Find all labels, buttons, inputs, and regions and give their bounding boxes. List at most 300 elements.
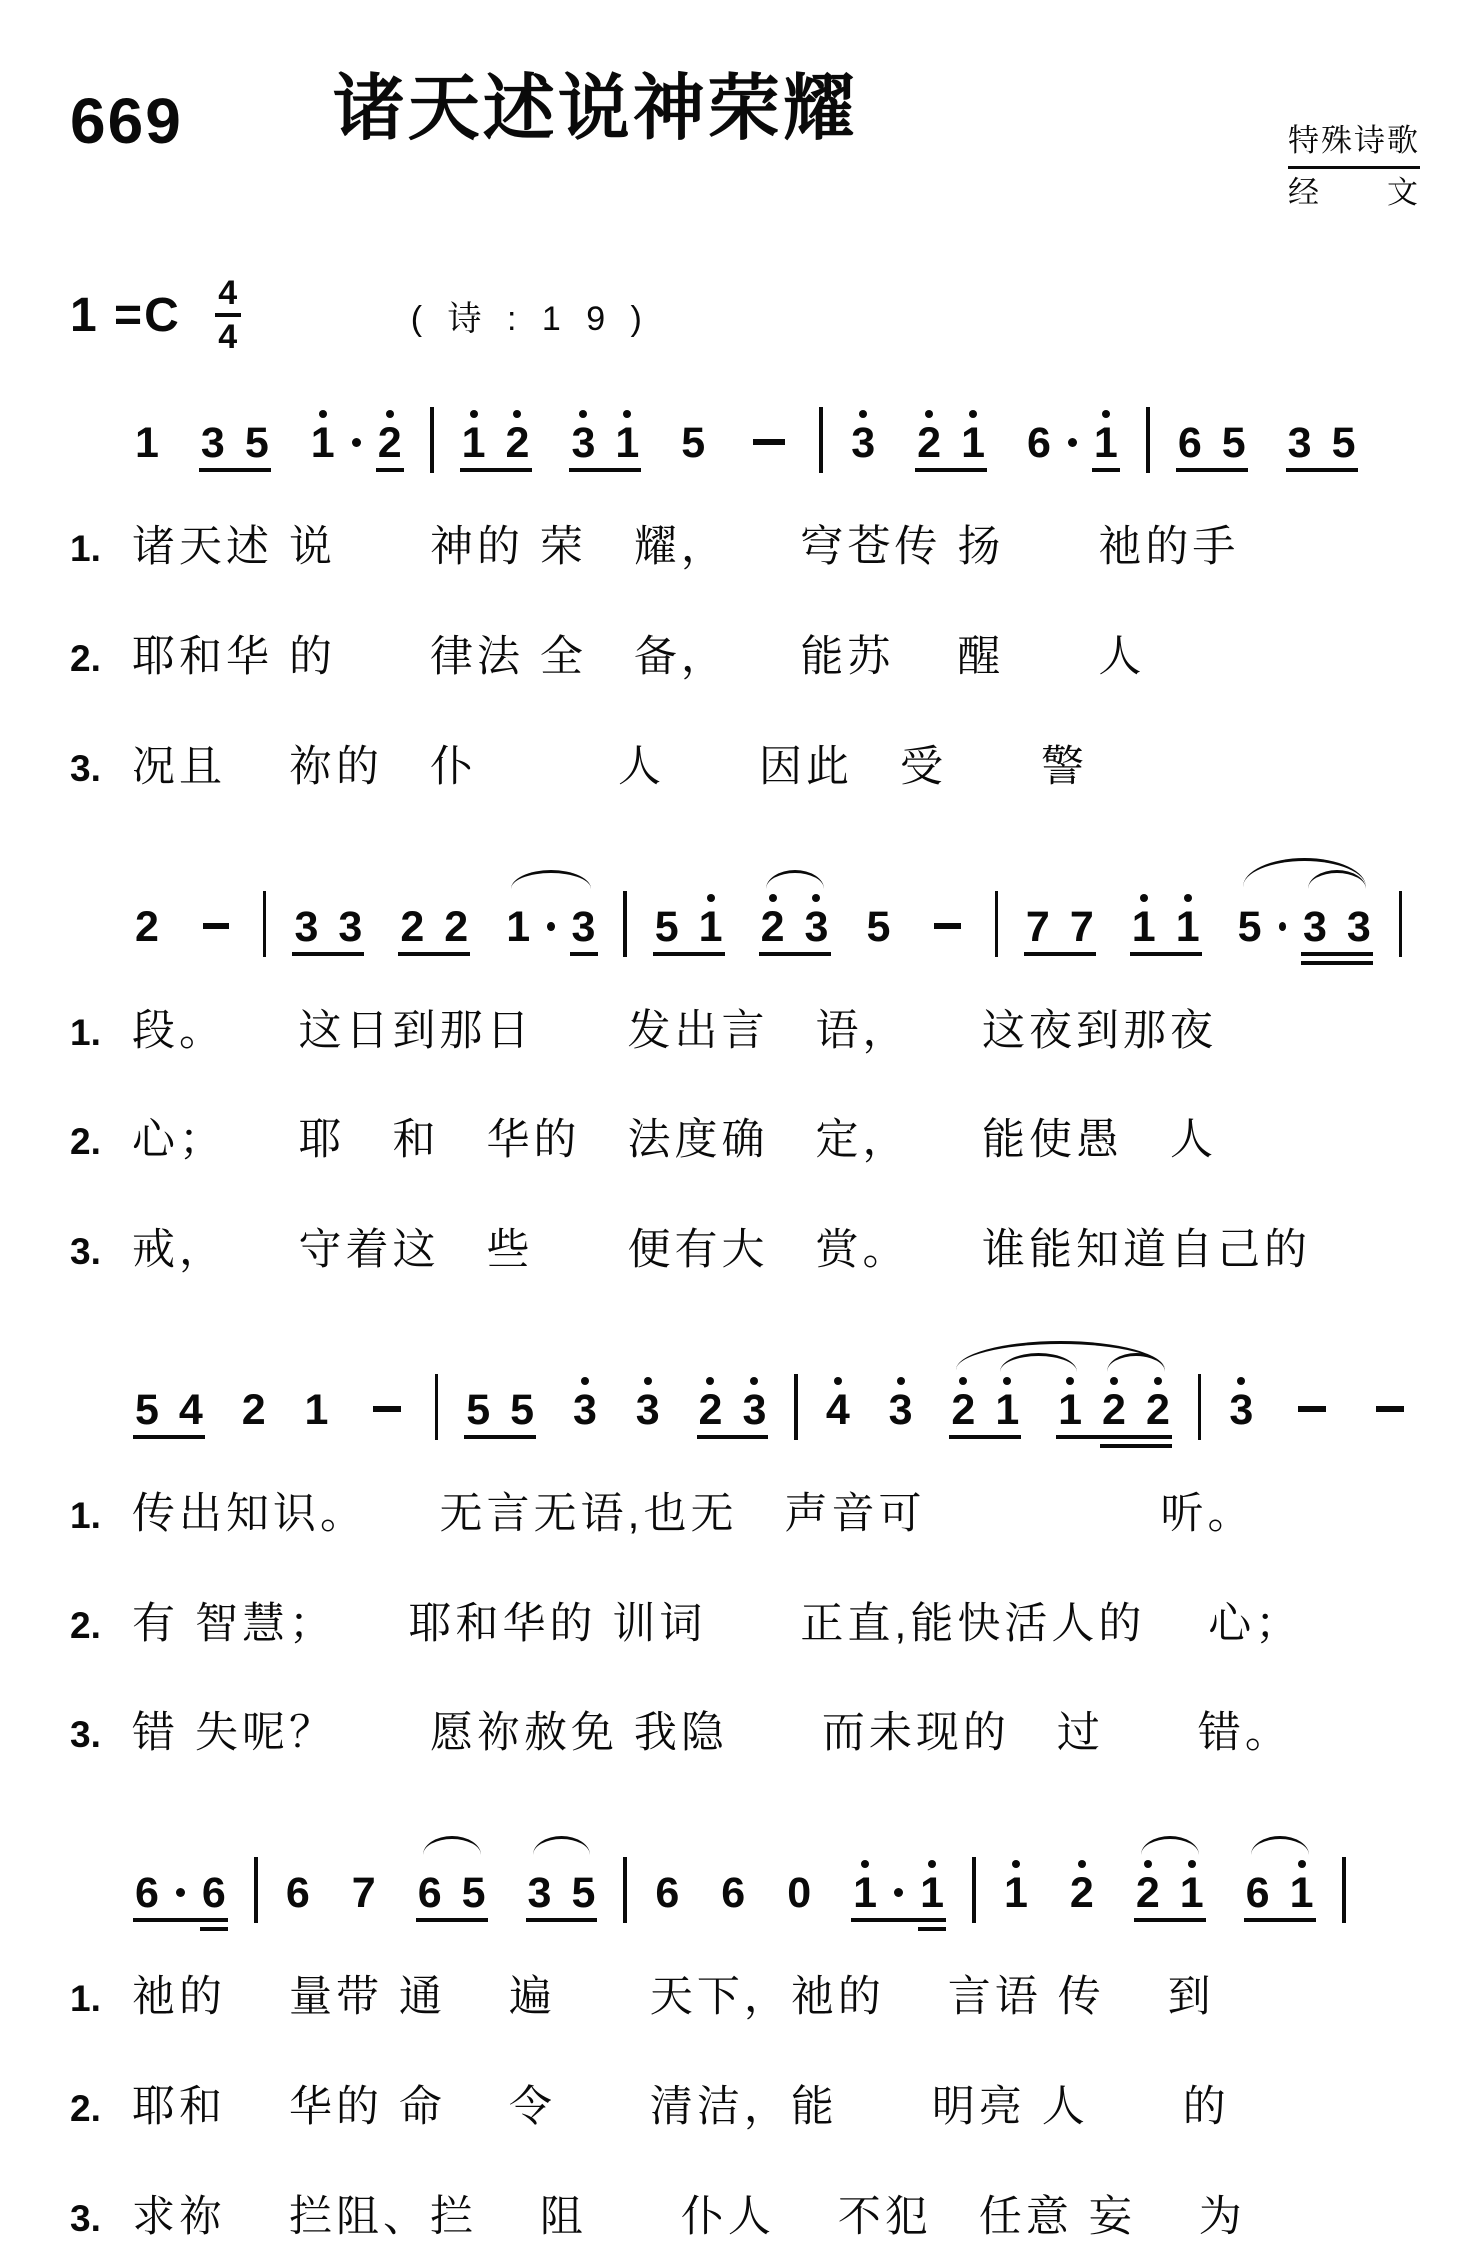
- note: [1287, 410, 1312, 468]
- note: [135, 1377, 159, 1432]
- note-digit: 6: [135, 1869, 159, 1918]
- note-digit: 7: [1025, 902, 1050, 951]
- note: [135, 894, 159, 949]
- verse-number: 1.: [70, 1978, 101, 2020]
- note-digit: 1: [698, 902, 723, 951]
- beam-line: [759, 952, 831, 956]
- slur-arc: [766, 870, 824, 889]
- note-digit: 3: [527, 1869, 552, 1918]
- lyric-text: 求祢 拦阻、拦 阻 仆人 不犯 任意 妄 为: [132, 2192, 1246, 2241]
- note: [889, 1377, 913, 1432]
- note-digit: 1: [135, 419, 159, 468]
- augmentation-dot: [1279, 922, 1286, 931]
- beam-line: [398, 952, 470, 956]
- note-digit: 6: [655, 1869, 680, 1918]
- note-digit: 1: [1093, 419, 1118, 468]
- verse-number: 2.: [70, 1121, 101, 1163]
- music-line: [125, 367, 1420, 495]
- octave-dot: [1144, 1860, 1152, 1868]
- octave-dot: [386, 410, 394, 418]
- note-digit: 2: [135, 902, 159, 951]
- note: [179, 1377, 203, 1432]
- slur-arc: [511, 870, 591, 889]
- duration-dash: [203, 923, 229, 929]
- note-digit: 2: [444, 902, 469, 951]
- octave-dot: [513, 410, 521, 418]
- beam-line: [376, 468, 404, 472]
- barline: [1399, 891, 1402, 957]
- note-digit: 4: [825, 1385, 850, 1434]
- note-digit: 3: [571, 419, 596, 468]
- note: [1026, 410, 1051, 468]
- note-digit: 5: [654, 902, 679, 951]
- lyric-text: 错 失呢？ 愿祢赦免 我隐 而未现的 过 错。: [132, 1709, 1292, 1758]
- lyric-row: [70, 1598, 1420, 1652]
- note: [761, 894, 785, 949]
- note: [742, 1377, 766, 1432]
- note-digit: 1: [615, 419, 640, 468]
- duration-dash: [934, 923, 960, 929]
- note: [1146, 1377, 1170, 1432]
- note: [242, 1377, 266, 1432]
- time-signature-numerator: 4: [218, 274, 238, 313]
- note: [826, 1377, 850, 1432]
- note-digit: 5: [244, 419, 269, 468]
- page-title: 诸天述说神荣耀: [332, 69, 858, 149]
- note: [400, 894, 424, 949]
- note-digit: 3: [1346, 902, 1371, 951]
- note: [377, 410, 402, 468]
- note-digit: 3: [742, 1385, 767, 1434]
- octave-dot: [1188, 1860, 1196, 1868]
- verse-number: 2.: [70, 638, 101, 680]
- note-digit: 2: [760, 902, 785, 951]
- scripture-reference: ( 诗 : 1 9 ): [410, 299, 650, 338]
- augmentation-dot: [176, 1888, 185, 1897]
- note: [1132, 894, 1156, 949]
- note-digit: 1: [461, 419, 486, 468]
- note: [1069, 1860, 1094, 1918]
- note: [305, 1377, 329, 1432]
- note-digit: 2: [377, 419, 402, 468]
- slur-arc: [1251, 1836, 1309, 1855]
- note: [1026, 894, 1050, 949]
- beam-line: [1176, 468, 1248, 472]
- note: [1289, 1860, 1314, 1918]
- beam-line: [526, 1918, 597, 1922]
- verse-number: 3.: [70, 747, 101, 789]
- beam-line: [949, 1435, 1021, 1439]
- octave-dot: [769, 894, 777, 902]
- barline: [263, 891, 266, 957]
- augmentation-dot: [894, 1888, 903, 1897]
- note: [1003, 1860, 1028, 1918]
- note: [866, 894, 890, 949]
- lyric-row: [70, 1971, 1420, 2025]
- octave-dot: [1154, 1377, 1162, 1385]
- note: [615, 410, 640, 468]
- note: [294, 894, 318, 949]
- note: [1177, 410, 1202, 468]
- note-digit: 3: [804, 902, 829, 951]
- beam-line: [918, 1927, 946, 1931]
- note: [417, 1860, 442, 1918]
- note-digit: 1: [1179, 1869, 1204, 1918]
- note: [951, 1377, 975, 1432]
- verse-number: 1.: [70, 528, 101, 570]
- note: [1347, 894, 1371, 949]
- beam-line: [1134, 1918, 1206, 1922]
- time-signature-denominator: 4: [218, 318, 238, 357]
- octave-dot: [1298, 1860, 1306, 1868]
- note: [1238, 894, 1262, 949]
- slur-arc: [533, 1836, 590, 1855]
- verse-number: 3.: [70, 1231, 101, 1273]
- note-digit: 1: [1289, 1869, 1314, 1918]
- category-label-bottom: 经 文: [1288, 175, 1420, 211]
- note-digit: 1: [853, 1869, 878, 1918]
- note: [1245, 1860, 1270, 1918]
- octave-dot: [1184, 894, 1192, 902]
- note: [461, 1860, 486, 1918]
- lyric-text: 耶和 华的 命 令 清洁，能 明亮 人 的: [132, 2082, 1230, 2131]
- music-line: [125, 1817, 1420, 1945]
- music-line: [125, 851, 1420, 979]
- slur-arc: [423, 1836, 481, 1855]
- octave-dot: [834, 1377, 842, 1385]
- octave-dot: [959, 1377, 967, 1385]
- note: [1135, 1860, 1160, 1918]
- note-digit: 1: [506, 902, 531, 951]
- duration-dash: [373, 1406, 400, 1412]
- barline: [819, 407, 823, 473]
- note: [1102, 1377, 1126, 1432]
- octave-dot: [1237, 1377, 1245, 1385]
- note-digit: 2: [1102, 1385, 1126, 1434]
- note-digit: 6: [417, 1869, 442, 1918]
- beam-line: [1024, 952, 1096, 956]
- note-digit: 5: [571, 1869, 596, 1918]
- note: [244, 410, 269, 468]
- barline: [623, 1857, 627, 1923]
- barline: [1342, 1857, 1346, 1923]
- note-digit: 5: [461, 1869, 486, 1918]
- note-digit: 3: [1229, 1385, 1254, 1434]
- note: [571, 410, 596, 468]
- verse-number: 2.: [70, 1604, 101, 1646]
- octave-dot: [707, 894, 715, 902]
- note-digit: 7: [1069, 902, 1094, 951]
- note-digit: 3: [851, 419, 876, 468]
- key-signature: 1 =C: [70, 288, 181, 342]
- octave-dot: [859, 410, 867, 418]
- barline: [1146, 407, 1150, 473]
- note-digit: 5: [681, 419, 706, 468]
- note-digit: 6: [1177, 419, 1202, 468]
- octave-dot: [1102, 410, 1110, 418]
- octave-dot: [623, 410, 631, 418]
- note-digit: 1: [304, 1385, 329, 1434]
- beam-line: [133, 1918, 228, 1922]
- beam-line: [851, 1918, 946, 1922]
- octave-dot: [1078, 1860, 1086, 1868]
- note-digit: 3: [1287, 419, 1312, 468]
- octave-dot: [812, 894, 820, 902]
- lyric-text: 祂的 量带 通 遍 天下，祂的 言语 传 到: [132, 1973, 1215, 2022]
- duration-dash: [1376, 1406, 1403, 1412]
- note: [787, 1860, 812, 1918]
- beam-line: [570, 952, 598, 956]
- beam-line: [569, 468, 641, 472]
- lyric-text: 段。 这日到那日 发出言 语， 这夜到那夜: [132, 1006, 1217, 1055]
- beam-line: [915, 468, 987, 472]
- beam-line: [416, 1918, 488, 1922]
- note-digit: 6: [1245, 1869, 1270, 1918]
- barline: [1198, 1374, 1201, 1440]
- category-label: [1288, 122, 1420, 211]
- barline: [435, 1374, 438, 1440]
- octave-dot: [319, 410, 327, 418]
- note-digit: 2: [400, 902, 425, 951]
- note-digit: 2: [917, 419, 942, 468]
- note-digit: 2: [1135, 1869, 1160, 1918]
- lyric-row: [70, 631, 1420, 685]
- beam-line: [1092, 468, 1120, 472]
- note: [572, 894, 596, 949]
- note-digit: 6: [1026, 419, 1051, 468]
- note-digit: 7: [351, 1869, 376, 1918]
- beam-line: [1301, 961, 1373, 965]
- note-digit: 5: [1237, 902, 1262, 951]
- note: [573, 1377, 597, 1432]
- lyric-row: [70, 2081, 1420, 2135]
- note-digit: 1: [1131, 902, 1156, 951]
- note: [681, 410, 706, 468]
- note: [506, 894, 530, 949]
- hymn-number: 669: [70, 85, 183, 157]
- octave-dot: [1140, 894, 1148, 902]
- note: [917, 410, 942, 468]
- note-digit: 3: [572, 1385, 597, 1434]
- note-digit: 5: [135, 1385, 159, 1434]
- octave-dot: [928, 1860, 936, 1868]
- beam-line: [1100, 1444, 1172, 1448]
- category-label-top: 特殊诗歌: [1288, 122, 1420, 169]
- note: [1229, 1377, 1253, 1432]
- note-digit: 6: [201, 1869, 226, 1918]
- octave-dot: [706, 1377, 714, 1385]
- score: [70, 367, 1420, 2244]
- note: [805, 894, 829, 949]
- note: [527, 1860, 552, 1918]
- duration-dash: [753, 439, 785, 445]
- note-digit: 6: [285, 1869, 310, 1918]
- note-digit: 1: [995, 1385, 1020, 1434]
- octave-dot: [861, 1860, 869, 1868]
- note: [1303, 894, 1327, 949]
- note: [571, 1860, 596, 1918]
- note: [135, 1860, 159, 1918]
- note-digit: 2: [505, 419, 530, 468]
- note: [1093, 410, 1118, 468]
- beam-line: [1301, 952, 1373, 956]
- note-digit: 1: [1003, 1869, 1028, 1918]
- note: [699, 894, 723, 949]
- note: [1221, 410, 1246, 468]
- beam-line: [697, 1435, 768, 1439]
- note-digit: 3: [888, 1385, 913, 1434]
- lyric-row: [70, 1707, 1420, 1761]
- note: [461, 410, 486, 468]
- note: [444, 894, 468, 949]
- note-digit: 5: [1221, 419, 1246, 468]
- octave-dot: [925, 410, 933, 418]
- note: [1058, 1377, 1082, 1432]
- note-digit: 3: [200, 419, 225, 468]
- note-digit: 2: [1145, 1385, 1170, 1434]
- note-digit: 3: [571, 902, 596, 951]
- note: [135, 410, 159, 468]
- barline: [794, 1374, 797, 1440]
- note-digit: 1: [920, 1869, 944, 1918]
- verse-number: 1.: [70, 1011, 101, 1053]
- note-digit: 5: [866, 902, 891, 951]
- note-digit: 2: [241, 1385, 266, 1434]
- note: [655, 894, 679, 949]
- augmentation-dot: [352, 438, 361, 447]
- note-digit: 5: [510, 1385, 535, 1434]
- note: [636, 1377, 660, 1432]
- beam-line: [292, 952, 364, 956]
- octave-dot: [1066, 1377, 1074, 1385]
- note: [851, 410, 876, 468]
- lyric-row: [70, 1488, 1420, 1542]
- note: [1070, 894, 1094, 949]
- barline: [430, 407, 434, 473]
- note-digit: 5: [466, 1385, 491, 1434]
- note-digit: 1: [310, 419, 335, 468]
- note: [1176, 894, 1200, 949]
- lyric-row: [70, 521, 1420, 575]
- note-digit: 0: [787, 1869, 812, 1918]
- slur-arc: [1141, 1836, 1199, 1855]
- note-digit: 3: [294, 902, 319, 951]
- note: [1331, 410, 1356, 468]
- barline: [623, 891, 626, 957]
- time-signature: [215, 274, 241, 357]
- note: [200, 410, 225, 468]
- octave-dot: [969, 410, 977, 418]
- augmentation-dot: [1068, 438, 1077, 447]
- note: [1179, 1860, 1204, 1918]
- beam-line: [1286, 468, 1358, 472]
- octave-dot: [1110, 1377, 1118, 1385]
- octave-dot: [750, 1377, 758, 1385]
- note: [699, 1377, 723, 1432]
- lyric-row: [70, 741, 1420, 795]
- header: [70, 70, 1420, 211]
- note: [920, 1860, 944, 1918]
- note: [853, 1860, 878, 1918]
- note-digit: 5: [1331, 419, 1356, 468]
- lyric-text: 心； 耶 和 华的 法度确 定， 能使愚 人: [132, 1116, 1217, 1165]
- verse-number: 2.: [70, 2087, 101, 2129]
- note-digit: 6: [721, 1869, 746, 1918]
- lyric-row: [70, 1114, 1420, 1168]
- note: [721, 1860, 746, 1918]
- lyric-row: [70, 1224, 1420, 1278]
- beam-line: [1056, 1435, 1172, 1439]
- note-digit: 3: [1302, 902, 1327, 951]
- note: [351, 1860, 376, 1918]
- key-line: [70, 269, 1420, 361]
- note-digit: 1: [1175, 902, 1200, 951]
- octave-dot: [897, 1377, 905, 1385]
- lyric-row: [70, 1005, 1420, 1059]
- note-digit: 4: [178, 1385, 203, 1434]
- note-digit: 2: [698, 1385, 723, 1434]
- lyric-text: 况且 祢的 仆 人 因此 受 警: [132, 742, 1088, 791]
- lyric-text: 戒， 守着这 些 便有大 赏。 谁能知道自己的: [132, 1226, 1311, 1275]
- beam-line: [460, 468, 532, 472]
- beam-line: [1130, 952, 1202, 956]
- barline: [972, 1857, 976, 1923]
- music-line: [125, 1334, 1420, 1462]
- octave-dot: [1003, 1377, 1011, 1385]
- note: [285, 1860, 310, 1918]
- lyric-text: 耶和华 的 律法 全 备， 能苏 醒 人: [132, 633, 1146, 682]
- beam-line: [200, 1927, 228, 1931]
- lyric-text: 诸天述 说 神的 荣 耀， 穹苍传 扬 祂的手: [132, 523, 1240, 572]
- lyric-text: 有 智慧； 耶和华的 训词 正直,能快活人的 心；: [132, 1599, 1303, 1648]
- note: [201, 1860, 226, 1918]
- duration-dash: [1298, 1406, 1325, 1412]
- octave-dot: [1012, 1860, 1020, 1868]
- verse-number: 3.: [70, 1714, 101, 1756]
- octave-dot: [470, 410, 478, 418]
- note: [510, 1377, 534, 1432]
- beam-line: [1244, 1918, 1316, 1922]
- note: [466, 1377, 490, 1432]
- beam-line: [464, 1435, 536, 1439]
- barline: [254, 1857, 258, 1923]
- note: [655, 1860, 680, 1918]
- lyric-text: 传出知识。 无言无语,也无 声音可 听。: [132, 1489, 1255, 1538]
- verse-number: 1.: [70, 1494, 101, 1536]
- beam-line: [133, 1435, 205, 1439]
- note-digit: 3: [338, 902, 363, 951]
- time-signature-divider: [215, 313, 241, 317]
- note: [995, 1377, 1019, 1432]
- augmentation-dot: [547, 922, 554, 931]
- note: [961, 410, 985, 468]
- beam-line: [653, 952, 725, 956]
- note: [505, 410, 530, 468]
- octave-dot: [644, 1377, 652, 1385]
- note-digit: 2: [951, 1385, 976, 1434]
- note-digit: 2: [1069, 1869, 1094, 1918]
- octave-dot: [579, 410, 587, 418]
- note-digit: 1: [961, 419, 985, 468]
- verse-number: 3.: [70, 2197, 101, 2239]
- barline: [995, 891, 998, 957]
- beam-line: [199, 468, 271, 472]
- lyric-row: [70, 2191, 1420, 2244]
- note-digit: 3: [635, 1385, 660, 1434]
- note-digit: 1: [1058, 1385, 1083, 1434]
- note: [310, 410, 335, 468]
- note: [338, 894, 362, 949]
